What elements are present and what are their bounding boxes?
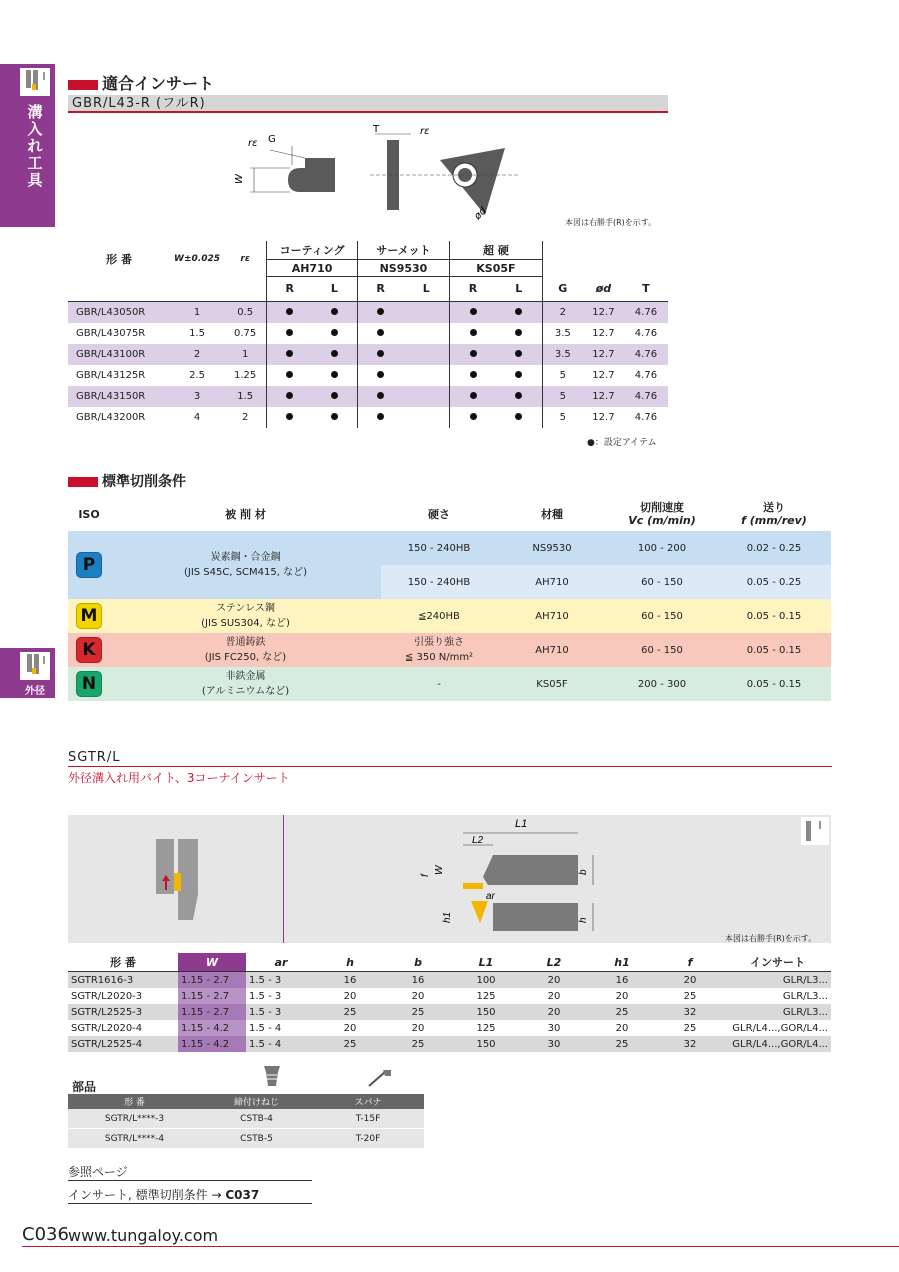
stock-dot [470,329,477,336]
stock-dot [515,329,522,336]
stock-dot [377,392,384,399]
sgtr-title: SGTR/L [68,750,121,765]
sg-header: 形 番 [110,956,136,969]
insert-diagram [230,120,530,230]
svg-text:ar: ar [486,891,495,902]
stock-dot [331,308,338,315]
insert-table: 形 番 W±0.025 rε コーティング サーメット 超 硬 AH710 NS9530 KS05F R L R L R L G ød T GBR/L43050R 1 0.5 2 12.7 4.76 GBR/L43075R 1.5 0.75 3.5 12.7 4.76 GBR/L43100R 2 1 3.5 12.7 4.76 GBR/L43125R 2.5 1.25 5 12.7 4.76 GBR/L43150R 3 1.5 5 12.7 4.76 GBR/L43200R 4 2 5 12.7 4.76 [68,241,668,428]
screw-icon [258,1062,288,1090]
parts-title: 部品 [72,1080,97,1094]
insert-row: GBR/L43125R 2.5 1.25 5 12.7 4.76 [68,365,668,386]
svg-text:W: W [234,174,245,184]
stock-dot [286,392,293,399]
stock-dot [331,413,338,420]
stock-dot [286,350,293,357]
condition-row: M ステンレス鋼 (JIS SUS304, など) ≦240HB AH710 60 - 150 0.05 - 0.15 [68,599,831,633]
stock-dot [470,371,477,378]
th-carbide: 超 硬 [450,241,542,260]
sg-header: L1 [478,955,494,969]
insert-side-view [234,134,335,192]
footer-url[interactable]: www.tungaloy.com [68,1226,219,1245]
stock-dot [286,413,293,420]
svg-text:h: h [578,917,589,923]
side-tab-external [0,648,55,698]
sgtr-subtitle: 外径溝入れ用バイト、3コーナインサート [68,771,290,785]
svg-text:ød: ød [472,205,489,223]
sg-header: h1 [614,955,630,969]
th-parts-model: 形 番 [68,1094,201,1109]
stock-dot [377,308,384,315]
condition-row: N 非鉄金属 (アルミニウムなど) - KS05F 200 - 300 0.05 - 0.15 [68,667,831,701]
sgtr-row: SGTR/L2525-3 1.15 - 2.7 1.5 - 3 25 25 150 20 25 32 GLR/L3... [68,1004,831,1020]
section-title-conditions: 標準切削条件 [68,471,186,491]
stock-dot [286,329,293,336]
th-ah710: AH710 [267,260,357,277]
insert-row: GBR/L43200R 4 2 5 12.7 4.76 [68,407,668,428]
stock-dot [470,350,477,357]
sgtr-table [68,953,831,1052]
parts-table: 形 番 締付けねじ スパナ SGTR/L****-3 CSTB-4 T-15F SGTR/L****-4 CSTB-5 T-20F [68,1094,424,1148]
svg-text:rε: rε [420,126,430,137]
side-tab-external-label: 外径 [25,686,45,697]
reference-title: 参照ページ [68,1165,128,1179]
stock-dot [515,350,522,357]
iso-badge-m: M [76,603,102,629]
side-tab-label: 溝 入 れ 工 具 [27,103,43,189]
iso-badge-k: K [76,637,102,663]
svg-text:rε: rε [248,138,258,149]
th-cermet: サーメット [357,241,449,260]
page-number: C036 [22,1224,69,1245]
stock-dot [470,392,477,399]
svg-text:T: T [373,124,380,135]
th-parts-screw: 締付けねじ [201,1094,312,1109]
stock-dot [377,329,384,336]
sg-header: インサート [750,956,805,969]
external-tool-icon [20,652,50,680]
holder-type-icon [801,817,829,845]
condition-row: 150 - 240HB AH710 60 - 150 0.05 - 0.25 [68,565,831,599]
grooving-tool-icon [20,68,50,96]
stock-dot [377,413,384,420]
sg-header: b [414,955,422,969]
th-parts-wrench: スパナ [312,1094,424,1109]
sg-header: ar [274,955,288,969]
right-hand-note: 本図は右勝手(R)を示す。 [565,218,657,227]
sg-header: W [178,953,246,972]
stock-dot [377,371,384,378]
th-ks05f: KS05F [450,260,542,277]
th-ns9530: NS9530 [357,260,449,277]
sg-header: h [346,955,354,969]
stock-dot [331,350,338,357]
condition-row: P 炭素鋼・合金鋼 (JIS S45C, SCM415, など) 150 - 240HB NS9530 100 - 200 0.02 - 0.25 [68,531,831,565]
svg-text:L1: L1 [515,818,528,830]
stock-dot [470,308,477,315]
th-w: W±0.025 [174,253,220,264]
insert-row: GBR/L43100R 2 1 3.5 12.7 4.76 [68,344,668,365]
sgtr-row: SGTR/L2020-3 1.15 - 2.7 1.5 - 3 20 20 125 20 20 25 GLR/L3... [68,988,831,1004]
wrench-icon [365,1066,395,1090]
sgtr-row: SGTR/L2525-4 1.15 - 4.2 1.5 - 4 25 25 150 30 25 32 GLR/L4...,GOR/L4... [68,1036,831,1052]
stock-dot [286,308,293,315]
th-hardness: 硬さ [428,508,450,521]
stock-dot [515,413,522,420]
th-speed: 切削速度 Vc (m/min) [628,501,696,527]
insert-row: GBR/L43150R 3 1.5 5 12.7 4.76 [68,386,668,407]
insert-front-view [372,124,430,210]
th-coating: コーティング [267,241,357,260]
stock-dot [331,392,338,399]
stock-dot [515,371,522,378]
iso-badge-p: P [76,552,102,578]
stock-dot [331,329,338,336]
th-re: rε [240,253,250,264]
th-model: 形 番 [106,252,132,266]
th-iso: ISO [78,507,100,521]
stock-dot [515,392,522,399]
sgtr-diagram [68,815,831,943]
th-material: 被 削 材 [225,508,266,521]
sg-header: f [687,955,693,969]
insert-row: GBR/L43050R 1 0.5 2 12.7 4.76 [68,301,668,323]
svg-text:b: b [578,869,589,875]
svg-text:G: G [268,134,276,145]
side-tab [0,64,55,227]
reference-link[interactable]: C037 [225,1188,260,1202]
th-feed: 送り f (mm/rev) [741,501,807,527]
svg-text:h1: h1 [442,911,453,923]
stock-dot [515,308,522,315]
iso-badge-n: N [76,671,102,697]
th-grade: 材種 [541,508,563,521]
cutting-conditions-table [68,497,831,701]
svg-text:f: f [420,874,431,877]
insert-subtitle: GBR/L43-R (フルR) [68,95,668,113]
sgtr-right-hand-note: 本図は右勝手(R)を示す。 [725,934,817,943]
sgtr-row: SGTR/L2020-4 1.15 - 4.2 1.5 - 4 20 20 125 30 20 25 GLR/L4...,GOR/L4... [68,1020,831,1036]
sg-header: L2 [546,955,562,969]
svg-text:W: W [434,865,445,875]
sgtr-row: SGTR1616-3 1.15 - 2.7 1.5 - 3 16 16 100 20 16 20 GLR/L3... [68,972,831,989]
stock-dot [470,413,477,420]
insert-row: GBR/L43075R 1.5 0.75 3.5 12.7 4.76 [68,323,668,344]
stock-dot [377,350,384,357]
section-title-inserts: 適合インサート [68,71,214,94]
reference-text[interactable]: インサート, 標準切削条件 → C037 [68,1188,260,1202]
tool-dimension-view [420,818,593,931]
stock-dot [286,371,293,378]
stock-dot [331,371,338,378]
holder-view [156,839,198,920]
condition-row: K 普通鋳鉄 (JIS FC250, など) 引張り強さ ≦ 350 N/mm² AH710 60 - 150 0.05 - 0.15 [68,633,831,667]
svg-text:L2: L2 [472,835,484,846]
stock-legend: ●：設定アイテム [587,438,657,448]
